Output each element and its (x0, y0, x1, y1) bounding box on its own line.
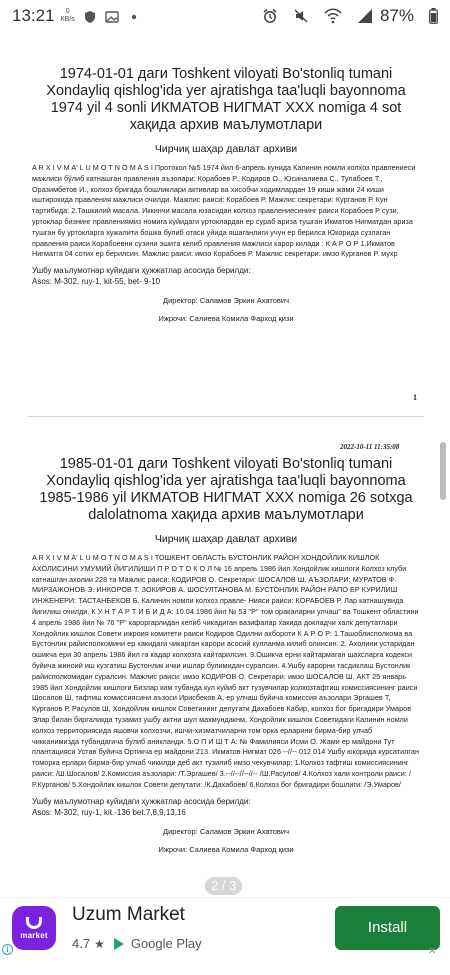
ad-app-name[interactable]: Uzum Market (72, 904, 185, 925)
page2-director: Директор: Саламов Эркин Ахатович (163, 826, 289, 836)
page2-title: 1985-01-01 даги Toshkent viloyati Bo'stonliq tumani Xondayliq qishlog'ida yer ajratishga taa'luqli bayonnoma 1985-1986 yil ИКМАТОВ НИГМАТ ХХХ nomiga 26 sotxga dalolatnoma хақида архив маълумотлари (39, 456, 413, 523)
logo-text: market (20, 930, 48, 940)
uzum-u-icon (26, 917, 42, 929)
alarm-icon (262, 8, 278, 24)
store-name: Google Play (130, 936, 202, 951)
page2-timestamp: 2022-10-11 11:35:08 (340, 443, 400, 451)
battery-icon (429, 8, 438, 24)
ad-close-icon[interactable]: ✕ (428, 946, 437, 957)
page2-body: A R X I V M A' L U M O T N O M A S I ТОШКЕНТ ОБЛАСТЬ БУСТОНЛИК РАЙОН ХОНДОЙЛИК КИШЛОК АХОЛИСИНИ УМУМИЙ ЙИГИЛИШИ П Р О Т О К О Л № 16 апрель 1986 йил Хондойлик кишлоги Колхоз клуби катнашган ахолии 228 та Мажлис раиси: КОДИРОВ О. Секретари: ШОСАЛОВ Ш. АЪЗОЛАРИ: МУРАТОВ Ф. МИРЗАЖОНОВ Э. ИНКОРОВ Т. ЗОКИРОВ А. ШОСУЛТАНОВА М. БУСТОНЛИК РАЙОН РАПО ЕР КУРИЛИШ ИНЖЕНЕРИ: ТАСТАНБЕКОВ Б. Калинин номли колхоз правле- Нияси раиси: КОРАБОЕВ Р. Лар катнашувида йигилиш очилди. К У Н Т А Р Т И Б И Д А: 10.04.1986 йил № 53 "Р" том оракаларни улчаш" ва Тошкент областини 4 апрель 1986 йил № 76 "Р" кароргарлидан келиб чикадиган вазифалар хакида докладчи халк депутатлари Хондойлик кишлок Совети ижроия комитети раиси Кодиров Одилни ахбороти К А Р О Р: 1.Ташоблисполкома ва Бустонлик райисполкомини ер хакидаги чикарган карори асосий кулланма килиб олинсин. 2. Ахолини устаридан ошикча ери 30 апрель 1986 йил га кадар колхозга кайтарилсин. 3.Ошикча ерни кайтармаган шахсларга кодекси буйича жиноий иш кузгатиш Бустонлик ички ишлар булимидан суралсин. 4.Ушбу карорни тасдиклаш Бустонлик райисполкомидан суралсин. Мажлис раиси: имзо КОДИРОВ О. Секретари: имзо ШОСАЛОВ Ш. АКТ 25 январь 1985 йил Хондойлик кишлоги Бизлар ким тубанда кул куйиб акт тузувчилар колхозтафтиш комиссиясининг раиси Шосалов Ш, тафтиш комиссиясини аъзоси Ирисбеков А, ер улчаш буйича комиссия аъзолари Эргашев Т, Курганов Р, Расулов Ш, Хондойлик кишлок Советининг депутати Дахабоев Кабир, колхоз бог бригадири Умаров Элар билан биргаликда тузамиз ушбу актни шул махмундакнм, Хондойлик кишлок Советидаги Калинин номли колхоз территориясида яшовчи колхозчи, ишчи-хизматчиларни том орка ерларини бирма-бир улчаб чикканимизда тубандагича булиб аникланди. 5.О П И Ш Т А: № Фамилияси Исми О. Жами ер майдони Тут плантацияси Устав буйича Ортикча ер майдони 213. Икматов Нигмат 026 --//-- 012 014 Ушбу юкорида курсатилган томорка ерлари бирма-бир улчаб чикилди деб акт тузилиб имзо чекувчилар: 1.Колхоз тафтиш комиссиясининг раиси: /Ш.Шосалов/ 2.Комиссия аъзолари: /Т.Эргашев/ 3.--//--//--//-- /Ш.Расулов/ 4.Колхоз хали контроли раиси: /Р.Курганов/ 5.Хондойлик кишлок Совети депутати: /К.Дахабоев/ 6.Колхоз бог бригадири бошлиги: /Э.Умаров/ (32, 553, 419, 789)
gallery-icon (105, 9, 119, 23)
page2-basis: Ушбу маълумотнар куйидаги ҳужжатлар асосида берилди: Asos: M-302, ruy-1, kit.-136 bet.7,8,9,13,16 (32, 796, 251, 817)
page1-director: Директор: Саламов Эркин Ахатович (163, 296, 289, 306)
page1-executor: Ижрочи: Салиева Комила Фарход қизи (158, 314, 294, 324)
battery-level: 87% (379, 6, 414, 25)
status-bar (0, 0, 450, 32)
ad-rating (72, 936, 202, 951)
status-right (254, 6, 438, 26)
page1-archive-name: Чирчиқ шаҳар давлат архиви (154, 143, 298, 155)
document-page-2 (32, 456, 420, 854)
dot-icon (127, 9, 141, 23)
page2-archive-name: Чирчиқ шаҳар давлат архиви (154, 533, 298, 545)
shield-icon (83, 9, 97, 23)
star-icon: ★ (94, 936, 105, 951)
clock: 13:21 (12, 6, 55, 25)
google-play-icon (114, 938, 124, 950)
page1-body: A R X I V M A' L U M O T N O M A S I Протокол №5 1974 йил 6-апрель кунида Калинин номли колхоз правлениеси мажлиси бўлиб катнашган правления аъзолари: Корабоев Р., Кодиров О., Юсиналиева С., Тулабоев Т., Оразимбетов И., колхоз бригада бошликлари активлар ва хисобчи ходимлардан 19 киши жами 24 киши иштирокида правления мажлиси очилди. Мажлис раиси: Корабоев Р. Мажлис секретари: Курганов Р. Кун тартибида: 2.Ташкилий масала. Иккинчи масала юзасидан колхоз правлениесининг раиси Корабоев Р сузи, уртоклар бизнинг правлениямиз номига куйидаги уртоклардан ер сураб ариза тушган Икматов Нигматдан ариза тушган бу уртокларга хужалити бошка булиб отаси уйида яшаганлиги учун ер берилса Юкорида сузлаган правления раиси Корабоевни сузини эшита келиб правления мажлиси карор килади : К А Р О Р 1.Икматов Нигматга 04 сотих ер берилсин. Мажлис раиси: имзо Корабоев Р. Мажлис секретари: имзо Курганов Р. мухр (32, 163, 416, 259)
network-speed: 0 КВ/s (60, 8, 75, 23)
document-page-1 (32, 66, 420, 323)
page-indicator-text: 2 / 3 (211, 878, 237, 893)
signal-icon (357, 8, 373, 24)
install-button[interactable]: Install (335, 906, 440, 950)
wifi-icon (324, 8, 342, 24)
rating-value: 4.7 (72, 936, 91, 951)
pdf-viewer[interactable] (0, 32, 450, 897)
page-divider (28, 416, 424, 417)
ad-info-icon[interactable]: i (2, 944, 13, 955)
ad-banner[interactable] (0, 897, 450, 975)
uzum-logo[interactable] (12, 906, 56, 950)
page2-executor: Ижрочи: Салиева Комила Фарход қизи (158, 844, 294, 854)
page-indicator (205, 877, 242, 895)
scroll-handle[interactable] (440, 442, 446, 500)
page-number: 1 (413, 393, 417, 402)
page1-basis: Ушбу маълумотнар куйидаги ҳужжатлар асосида берилди: Asos: M-302, ruy-1, kit-55, bet- 9-10 (32, 266, 251, 287)
mute-icon (293, 8, 309, 24)
page1-title: 1974-01-01 даги Toshkent viloyati Bo'stonliq tumani Xondayliq qishlog'ida yer ajratishga taa'luqli bayonnoma 1974 yil 4 sonli ИКМАТОВ НИГМАТ ХХХ nomiga 4 sot хақида архив маълумотлари (46, 66, 406, 133)
